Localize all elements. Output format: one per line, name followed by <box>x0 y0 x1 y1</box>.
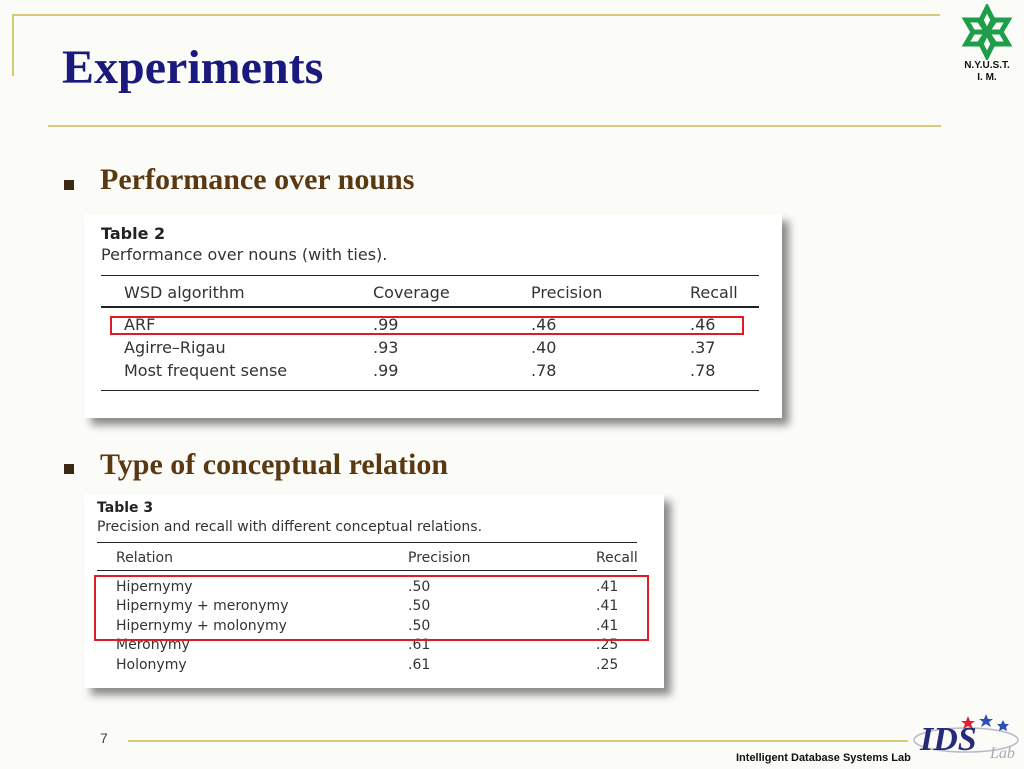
table-row-cell: .41 <box>596 618 619 634</box>
table-row-cell: .46 <box>690 315 716 334</box>
table-3-header-rule <box>97 570 637 571</box>
table-row-cell: .78 <box>690 361 716 380</box>
table-3-header: Precision <box>408 550 471 566</box>
logo-line-2: I. M. <box>977 72 997 83</box>
table-3-caption: Precision and recall with different conceptual relations. <box>97 519 483 535</box>
table-row-cell: .41 <box>596 598 619 614</box>
table-row-cell: .37 <box>690 338 716 357</box>
table-row-cell: .61 <box>408 657 431 673</box>
bullet-marker <box>64 464 74 474</box>
bullet-marker <box>64 180 74 190</box>
bullet-performance-over-nouns: Performance over nouns <box>100 163 415 196</box>
footer-rule <box>128 740 908 742</box>
table-row-cell: .46 <box>531 315 557 334</box>
footer-lab-name: Intelligent Database Systems Lab <box>736 752 911 764</box>
table-row-cell: Hipernymy <box>116 579 193 595</box>
table-row-cell: .50 <box>408 598 431 614</box>
table-row-cell: .40 <box>531 338 557 357</box>
table-row-cell: Most frequent sense <box>124 361 288 380</box>
table-2-top-rule <box>101 275 759 276</box>
table-2-label: Table 2 <box>101 224 166 243</box>
table-row-cell: .99 <box>373 361 399 380</box>
table-2-bottom-rule <box>101 390 759 391</box>
table-row-cell: Meronymy <box>116 637 190 653</box>
table-2-header-rule <box>101 306 759 308</box>
table-row-cell: ARF <box>124 315 156 334</box>
table-row-cell: .61 <box>408 637 431 653</box>
highlight-box-hipernymy <box>94 575 649 641</box>
table-3-label: Table 3 <box>97 500 154 516</box>
table-row-cell: .78 <box>531 361 557 380</box>
slide-title: Experiments <box>62 41 324 94</box>
ids-lab-logo <box>906 706 1020 764</box>
table-3-top-rule <box>97 542 637 543</box>
table-2-header: Precision <box>531 283 603 302</box>
table-3-snippet <box>84 494 664 688</box>
table-row-cell: .25 <box>596 657 619 673</box>
table-row-cell: Holonymy <box>116 657 187 673</box>
table-row-cell: .93 <box>373 338 399 357</box>
table-3-header: Relation <box>116 550 173 566</box>
table-row-cell: .50 <box>408 579 431 595</box>
frame-top-rule <box>12 14 940 16</box>
table-row-cell: Agirre–Rigau <box>124 338 226 357</box>
table-row-cell: .99 <box>373 315 399 334</box>
table-row-cell: .50 <box>408 618 431 634</box>
page-number: 7 <box>100 730 108 746</box>
table-2-header: WSD algorithm <box>124 283 245 302</box>
table-row-cell: Hipernymy + molonymy <box>116 618 287 634</box>
snowflake-logo-icon <box>959 4 1015 60</box>
table-2-caption: Performance over nouns (with ties). <box>101 245 388 264</box>
logo-line-1: N.Y.U.S.T. <box>964 60 1010 71</box>
table-row-cell: Hipernymy + meronymy <box>116 598 289 614</box>
highlight-box-arf <box>110 316 744 335</box>
lab-word: Lab <box>990 745 1015 762</box>
table-2-header: Coverage <box>373 283 450 302</box>
university-logo <box>956 4 1018 90</box>
table-3-header: Recall <box>596 550 638 566</box>
ids-lab-logo-icon <box>906 706 1020 764</box>
table-2-header: Recall <box>690 283 738 302</box>
ids-letters: IDS <box>920 721 977 758</box>
table-row-cell: .25 <box>596 637 619 653</box>
title-divider <box>48 125 941 127</box>
bullet-type-of-conceptual-relation: Type of conceptual relation <box>100 448 449 481</box>
table-2-snippet <box>84 214 782 418</box>
frame-left-rule <box>12 14 14 76</box>
table-row-cell: .41 <box>596 579 619 595</box>
